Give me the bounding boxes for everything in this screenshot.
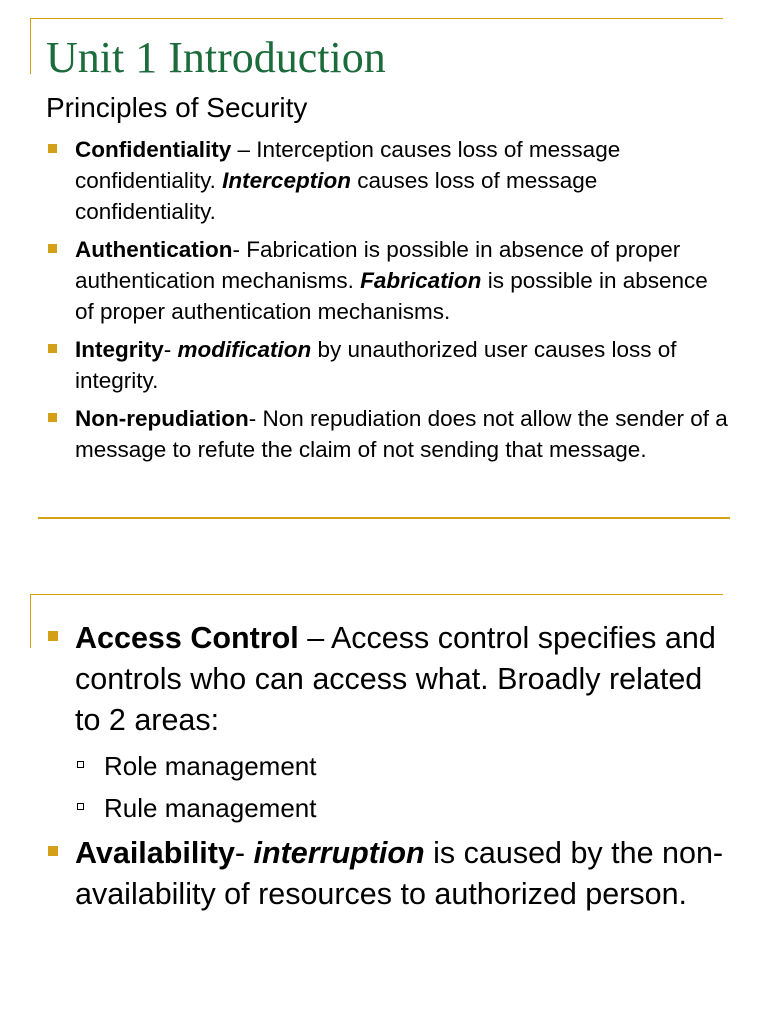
description-continued: by unauthorized user causes loss of integrity. [75, 337, 677, 393]
list-item-authentication [46, 234, 732, 327]
principles-list [46, 134, 732, 472]
term: Confidentiality [75, 137, 232, 162]
list-item-non-repudiation [46, 403, 732, 465]
separator: - [248, 406, 263, 431]
term: Access Control [75, 621, 299, 655]
term: Non-repudiation [75, 406, 249, 431]
separator: – [231, 137, 257, 162]
separator: – [298, 621, 331, 655]
description-continued: is caused by the non- availability of resources to authorized person. [75, 836, 724, 911]
emphasis: Fabrication [360, 268, 482, 293]
slide-subtitle: Principles of Security [46, 92, 308, 123]
term: Integrity [75, 337, 164, 362]
hollow-square-bullet-icon [77, 803, 84, 810]
slide-top-rule [30, 18, 723, 19]
slide-bottom-rule [38, 517, 730, 519]
emphasis: interruption [253, 836, 425, 870]
square-bullet-icon [48, 144, 57, 153]
list-item-access-control [46, 618, 732, 825]
sublist-item-role-management [75, 749, 732, 783]
description: Access control specifies and controls who can access what. Broadly related to 2 areas: [75, 621, 716, 737]
term: Availability [75, 836, 235, 870]
description: Interception causes loss of message confidentiality. [75, 137, 621, 193]
sublist-item-label: Role management [104, 751, 317, 781]
slide-left-rule [30, 18, 31, 74]
separator: - [234, 836, 254, 870]
emphasis: modification [177, 337, 312, 362]
slide-2 [0, 580, 768, 1024]
square-bullet-icon [48, 846, 58, 856]
description-continued: causes loss of message confidentiality. [75, 168, 598, 224]
security-services-list [46, 618, 732, 923]
description: Non repudiation does not allow the sender of a message to refute the claim of not sending that message. [75, 406, 728, 462]
square-bullet-icon [48, 413, 57, 422]
sublist-item-label: Rule management [104, 793, 317, 823]
sublist-item-rule-management [75, 791, 732, 825]
list-item-integrity [46, 334, 732, 396]
description-continued: is possible in absence of proper authentication mechanisms. [75, 268, 708, 324]
hollow-square-bullet-icon [77, 761, 84, 768]
square-bullet-icon [48, 244, 57, 253]
emphasis: Interception [222, 168, 351, 193]
access-control-sublist [75, 749, 732, 825]
description: Fabrication is possible in absence of proper authentication mechanisms. [75, 237, 681, 293]
separator: - [163, 337, 178, 362]
term: Authentication [75, 237, 233, 262]
list-item-confidentiality [46, 134, 732, 227]
slide-top-rule [30, 594, 723, 595]
separator: - [232, 237, 247, 262]
slide-title: Unit 1 Introduction [46, 33, 386, 82]
list-item-availability [46, 833, 732, 915]
slide-left-rule [30, 594, 31, 648]
square-bullet-icon [48, 344, 57, 353]
square-bullet-icon [48, 631, 58, 641]
